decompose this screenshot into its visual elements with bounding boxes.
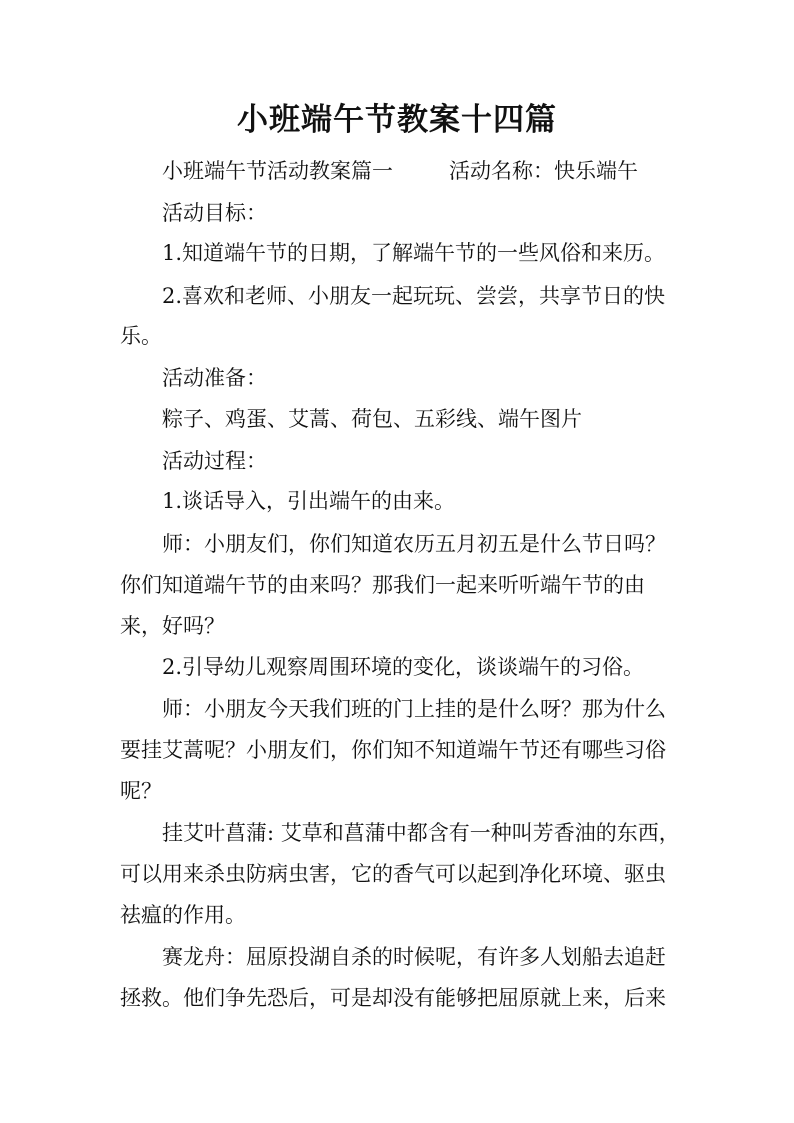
paragraph-line: 活动目标：	[162, 201, 267, 225]
paragraph-line: 挂艾叶菖蒲: 艾草和菖蒲中都含有一种叫芳香油的东西，	[162, 821, 680, 845]
paragraph-line: 赛龙舟：屈原投湖自杀的时候呢，有许多人划船去追赶	[162, 945, 666, 969]
paragraph-line: 可以用来杀虫防病虫害，它的香气可以起到净化环境、驱虫	[120, 862, 666, 886]
paragraph-line: 师：小朋友今天我们班的门上挂的是什么呀？那为什么	[162, 697, 666, 721]
paragraph-line: 1.谈话导入，引出端午的由来。	[162, 489, 456, 513]
paragraph-line: 要挂艾蒿呢？小朋友们，你们知不知道端午节还有哪些习俗	[120, 738, 666, 762]
paragraph-line: 来，好吗？	[120, 614, 225, 638]
paragraph-line: 2.喜欢和老师、小朋友一起玩玩、尝尝，共享节日的快	[162, 284, 666, 308]
paragraph-line: 2.引导幼儿观察周围环境的变化，谈谈端午的习俗。	[162, 655, 645, 679]
section-heading: 小班端午节活动教案篇一	[162, 159, 393, 183]
paragraph-line: 祛瘟的作用。	[120, 903, 246, 927]
paragraph-line: 师：小朋友们，你们知道农历五月初五是什么节日吗？	[162, 532, 666, 556]
paragraph-line: 活动准备：	[162, 366, 267, 390]
paragraph-line: 1.知道端午节的日期，了解端午节的一些风俗和来历。	[162, 241, 666, 265]
paragraph-line: 拯救。他们争先恐后，可是却没有能够把屈原就上来，后来	[120, 986, 666, 1010]
paragraph-line: 粽子、鸡蛋、艾蒿、荷包、五彩线、端午图片	[162, 407, 582, 431]
document-title: 小班端午节教案十四篇	[237, 102, 557, 138]
activity-name: 活动名称：快乐端午	[449, 159, 638, 183]
paragraph-line	[162, 157, 638, 185]
paragraph-line: 呢？	[120, 779, 162, 803]
paragraph-line: 乐。	[120, 324, 162, 348]
paragraph-line: 你们知道端午节的由来吗？那我们一起来听听端午节的由	[120, 573, 645, 597]
paragraph-line: 活动过程：	[162, 449, 267, 473]
